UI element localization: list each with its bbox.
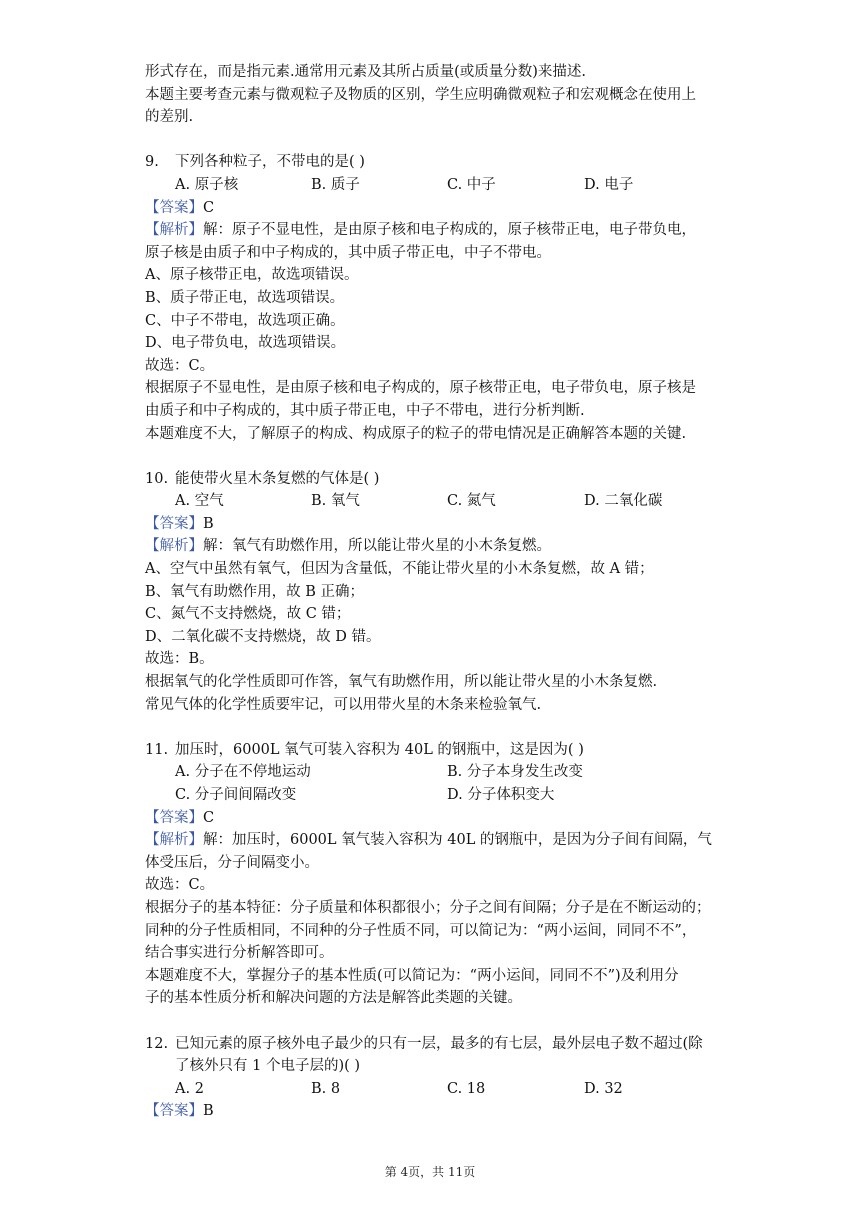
text-line: 结合事实进行分析解答即可。 [145,945,334,962]
question-11 [145,739,720,1010]
intro-text [145,61,720,129]
text-line: 同种的分子性质相同，不同种的分子性质不同，可以简记为：“两小运间，同同不不”， [145,922,697,939]
option-b: B. 8 [311,1080,341,1097]
answer-line [145,197,720,220]
question-10 [145,468,720,717]
answer-value: B [203,1103,214,1120]
answer-value: C [203,199,215,216]
question-12 [145,1033,720,1123]
page-content [145,61,720,1123]
option-b: B. 分子本身发生改变 [447,764,583,781]
text-line: B、质子带正电，故选项错误。 [145,289,345,306]
option-a: A. 分子在不停地运动 [175,764,311,781]
question-number: 9. [145,154,159,171]
text-line: 故选：C。 [145,877,215,894]
analysis-line: 【解析】解：加压时，6000L 氧气装入容积为 40L 的钢瓶中，是因为分子间有间隔，气 [145,832,712,849]
text-line: B、氧气有助燃作用，故 B 正确； [145,583,365,600]
text-line: C、氮气不支持燃烧，故 C 错； [145,606,351,623]
option-c: C. 18 [447,1080,486,1097]
text-line: 体受压后，分子间隔变小。 [145,854,319,871]
analysis-line: 【解析】解：氧气有助燃作用，所以能让带火星的小木条复燃。 [145,538,551,555]
text-line: 本题主要考查元素与微观粒子及物质的区别，学生应明确微观粒子和宏观概念在使用上 [145,86,696,103]
question-number: 12. [145,1035,169,1052]
option-row [145,784,720,807]
question-9 [145,151,720,445]
answer-value: B [203,515,214,532]
text-line: 故选：B。 [145,651,214,668]
option-list [145,174,720,197]
answer-line [145,513,720,536]
question-stem: 11. 加压时，6000L 氧气可装入容积为 40L 的钢瓶中，这是因为( ) [145,739,720,762]
option-list [145,490,720,513]
analysis-label: 【解析】 [145,222,203,239]
option-c: C. 分子间间隔改变 [175,787,297,803]
text-line: 根据分子的基本特征：分子质量和体积都很小；分子之间有间隔；分子是在不断运动的； [145,899,711,916]
option-b: B. 质子 [311,176,360,193]
answer-label: 【答案】 [145,1103,203,1120]
analysis-label: 【解析】 [145,832,203,849]
option-a: A. 2 [175,1080,204,1097]
text-line: 根据氧气的化学性质即可作答，氧气有助燃作用，所以能让带火星的小木条复燃. [145,674,658,691]
option-c: C. 氮气 [447,493,496,510]
text-line: D、电子带负电，故选项错误。 [145,335,346,352]
question-stem: 10. 能使带火星木条复燃的气体是( ) [145,468,720,491]
text-line: 本题难度不大，了解原子的构成、构成原子的粒子的带电情况是正确解答本题的关键. [145,425,687,442]
page-footer: 第 4页，共 11页 [384,1165,476,1179]
option-list [145,1078,720,1101]
option-d: D. 电子 [584,176,634,193]
question-number: 11. [145,741,169,758]
text-line: D、二氧化碳不支持燃烧，故 D 错。 [145,628,381,645]
text-line: 的差别. [145,109,194,126]
question-stem: 12. 已知元素的原子核外电子最少的只有一层，最多的有七层，最外层电子数不超过(除 了核外只有 1 个电子层的)( ) [145,1033,720,1078]
answer-label: 【答案】 [145,515,203,532]
option-b: B. 氧气 [311,493,360,510]
option-a: A. 空气 [175,493,224,510]
option-d: D. 分子体积变大 [447,787,555,803]
option-c: C. 中子 [447,176,496,193]
answer-label: 【答案】 [145,199,203,216]
option-a: A. 原子核 [175,176,239,193]
answer-value: C [203,809,215,826]
text-line: 根据原子不显电性，是由原子核和电子构成的，原子核带正电，电子带负电，原子核是 [145,380,696,397]
text-line: 常见气体的化学性质要牢记，可以用带火星的木条来检验氧气. [145,696,542,713]
text-line: A、空气中虽然有氧气，但因为含量低，不能让带火星的小木条复燃，故 A 错； [145,561,654,578]
text-line: 本题难度不大，掌握分子的基本性质(可以简记为：“两小运间，同同不不”)及利用分 [145,967,679,984]
text-line: 由质子和中子构成的，其中质子带正电，中子不带电，进行分析判断. [145,402,585,419]
answer-label: 【答案】 [145,809,203,826]
analysis-label: 【解析】 [145,538,203,555]
text-line: 形式存在，而是指元素.通常用元素及其所占质量(或质量分数)来描述. [145,64,587,80]
option-d: D. 二氧化碳 [584,493,663,510]
text-line: 故选：C。 [145,357,215,374]
analysis-line: 【解析】解：原子不显电性，是由原子核和电子构成的，原子核带正电，电子带负电， [145,222,696,239]
question-stem: 9. 下列各种粒子，不带电的是( ) [145,151,720,174]
question-number: 10. [145,470,169,487]
text-line: 原子核是由质子和中子构成的，其中质子带正电，中子不带电。 [145,244,551,261]
text-line: A、原子核带正电，故选项错误。 [145,267,359,284]
option-row [145,761,720,784]
answer-line [145,1100,720,1123]
answer-line [145,807,720,830]
text-line: 子的基本性质分析和解决问题的方法是解答此类题的关键。 [145,990,522,1007]
option-d: D. 32 [584,1080,623,1097]
text-line: C、中子不带电，故选项正确。 [145,312,345,329]
